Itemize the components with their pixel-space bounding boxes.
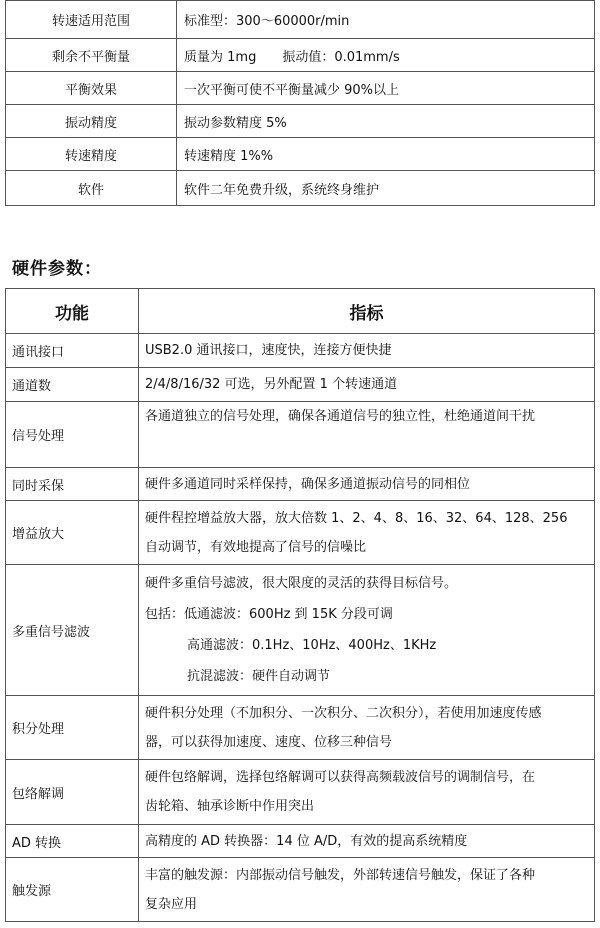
table-row (6, 565, 595, 696)
hw-feature: AD 转换 (6, 825, 139, 858)
hw-spec (139, 696, 595, 760)
param-value: 振动参数精度 5% (177, 105, 595, 138)
param-name: 剩余不平衡量 (6, 39, 177, 72)
table-row (6, 858, 595, 922)
hw-spec (139, 501, 595, 565)
table-row (6, 696, 595, 760)
param-name: 软件 (6, 171, 177, 206)
hw-spec (139, 858, 595, 922)
param-value: 转速精度 1%% (177, 138, 595, 171)
table-row (6, 402, 595, 468)
hw-feature: 通道数 (6, 368, 139, 402)
spec-line: 硬件多重信号滤波，很大限度的灵活的获得目标信号。 (145, 576, 458, 591)
table-row (6, 368, 595, 402)
table-row (6, 501, 595, 565)
spec-line: 各通道独立的信号处理，确保各通道信号的独立性，杜绝通道间干扰 (145, 409, 536, 424)
hw-spec: 2/4/8/16/32 可选，另外配置 1 个转速通道 (139, 368, 595, 402)
section-title: 硬件参数： (12, 259, 102, 279)
table-row (6, 138, 595, 171)
hw-feature: 多重信号滤波 (6, 565, 139, 696)
spec-line: 包括：低通滤波：600Hz 到 15K 分段可调 (145, 607, 393, 622)
param-value: 一次平衡可使不平衡量减少 90%以上 (177, 72, 595, 105)
spec-line: 齿轮箱、轴承诊断中作用突出 (145, 799, 315, 814)
spec-line: 高通滤波：0.1Hz、10Hz、400Hz、1KHz (187, 638, 437, 653)
spec-line: 复杂应用 (145, 896, 198, 912)
spec-line: 抗混滤波：硬件自动调节 (187, 669, 331, 684)
column-header: 指标 (139, 289, 595, 334)
spec-line: 器，可以获得加速度、速度、位移三种信号 (145, 734, 393, 750)
hw-spec: 硬件多通道同时采样保持，确保多通道振动信号的同相位 (139, 468, 595, 501)
param-name: 转速精度 (6, 138, 177, 171)
performance-table (5, 0, 595, 206)
table-row (6, 760, 595, 825)
hw-feature: 触发源 (6, 858, 139, 922)
table-row (6, 1, 595, 39)
table-row (6, 171, 595, 206)
param-name: 平衡效果 (6, 72, 177, 105)
param-value: 软件二年免费升级，系统终身维护 (177, 171, 595, 206)
table-row (6, 72, 595, 105)
spec-line: 自动调节，有效地提高了信号的信噪比 (145, 539, 367, 555)
spec-line: 硬件积分处理（不加积分、一次积分、二次积分），若使用加速度传感 (145, 705, 542, 721)
table-header-row (6, 289, 595, 334)
hw-feature: 同时采保 (6, 468, 139, 501)
spec-line: 丰富的触发源：内部振动信号触发，外部转速信号触发，保证了各种 (145, 867, 536, 883)
hardware-table (5, 288, 595, 922)
hw-spec: 高精度的 AD 转换器：14 位 A/D，有效的提高系统精度 (139, 825, 595, 858)
param-name: 转速适用范围 (6, 1, 177, 39)
spec-line: 硬件包络解调，选择包络解调可以获得高频载波信号的调制信号，在 (145, 770, 536, 785)
hw-feature: 包络解调 (6, 760, 139, 825)
param-value: 标准型：300～60000r/min (177, 1, 595, 39)
table-row (6, 825, 595, 858)
hw-feature: 增益放大 (6, 501, 139, 565)
hw-spec (139, 402, 595, 468)
hw-spec (139, 565, 595, 696)
spec-line: 硬件程控增益放大器，放大倍数 1、2、4、8、16、32、64、128、256 (145, 510, 568, 526)
hw-feature: 通讯接口 (6, 334, 139, 368)
hw-feature: 积分处理 (6, 696, 139, 760)
hw-feature: 信号处理 (6, 402, 139, 468)
param-value: 质量为 1mg 振动值：0.01mm/s (177, 39, 595, 72)
hw-spec: USB2.0 通讯接口，速度快，连接方便快捷 (139, 334, 595, 368)
table-row (6, 468, 595, 501)
param-name: 振动精度 (6, 105, 177, 138)
table-row (6, 105, 595, 138)
table-row (6, 334, 595, 368)
column-header: 功能 (6, 289, 139, 334)
hw-spec (139, 760, 595, 825)
table-row (6, 39, 595, 72)
